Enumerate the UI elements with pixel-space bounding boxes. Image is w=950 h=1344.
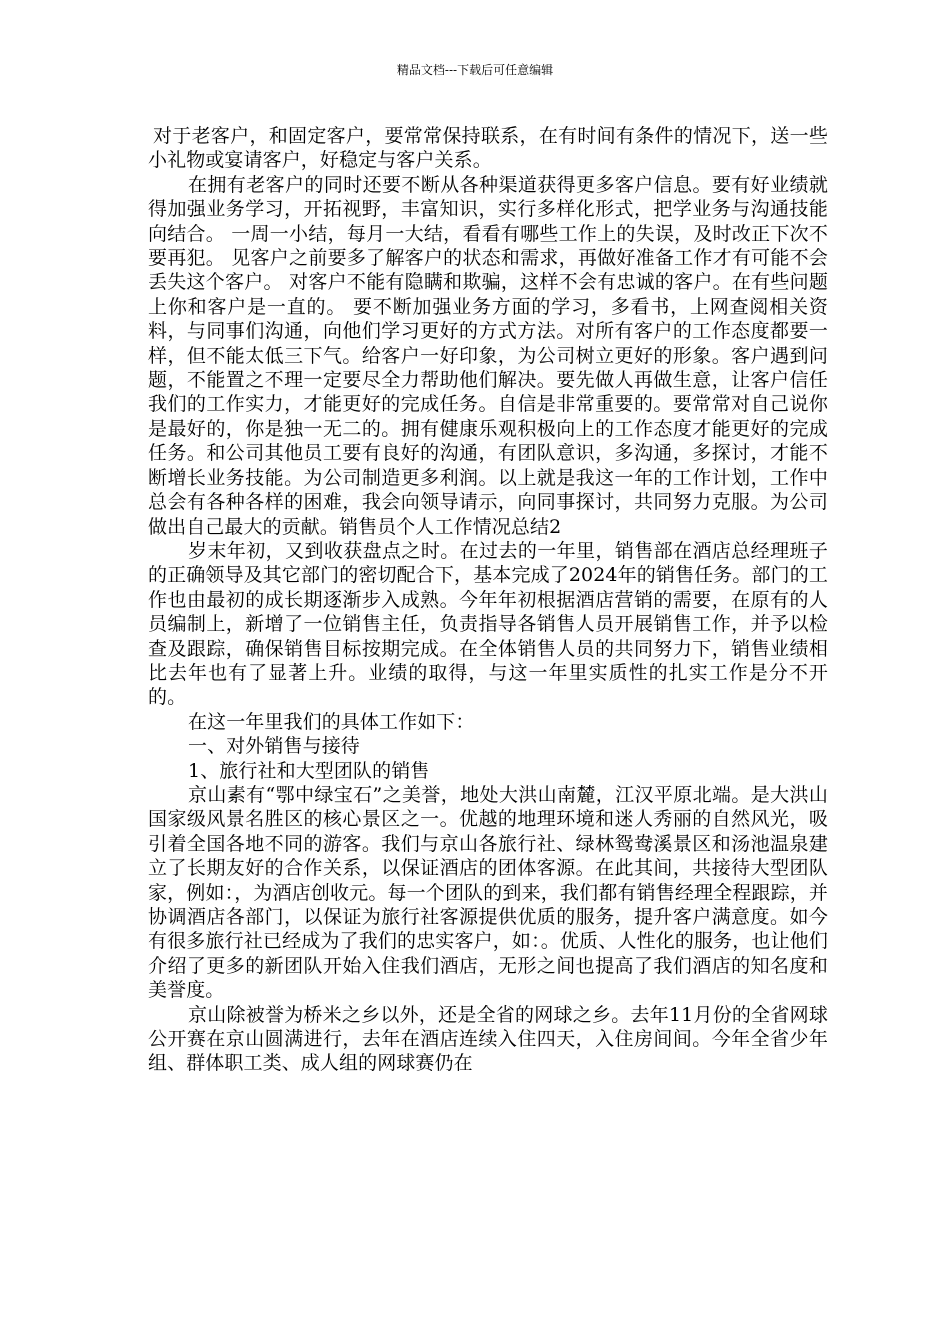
paragraph-work-intro: 在这一年里我们的具体工作如下： <box>188 710 475 733</box>
paragraph-tennis-hometown: 京山除被誉为桥米之乡以外，还是全省的网球之乡。去年11月份的全省网球公开赛在京山圆满进行，去年在酒店连续入住四天，入住房间间。今年全省少年组、群体职工类、成人组的网球赛仍在 <box>148 1003 828 1075</box>
paragraph-old-customers: 对于老客户，和固定客户，要常常保持联系，在有时间有条件的情况下，送一些小礼物或宴请客户，好稳定与客户关系。 <box>148 125 828 172</box>
section-heading-external-sales: 一、对外销售与接待 <box>188 735 360 758</box>
paragraph-new-customers: 在拥有老客户的同时还要不断从各种渠道获得更多客户信息。要有好业绩就得加强业务学习，开拓视野，丰富知识，实行多样化形式，把学业务与沟通技能向结合。 一周一小结，每月一大结，看看有哪些工作上的失误，及时改正下次不要再犯。 见客户之前要多了解客户的状态和需求，再做好准备工作才有可能不会丢失这个客户。 对客户不能有隐瞒和欺骗，这样不会有忠诚的客户。在有些问题上你和客户是一直的。 要不断加强业务方面的学习，多看书，上网查阅相关资料，与同事们沟通，向他们学习更好的方式方法。对所有客户的工作态度都要一样，但不能太低三下气。给客户一好印象，为公司树立更好的形象。客户遇到问题，不能置之不理一定要尽全力帮助他们解决。要先做人再做生意，让客户信任我们的工作实力，才能更好的完成任务。自信是非常重要的。要常常对自己说你是最好的，你是独一无二的。拥有健康乐观积极向上的工作态度才能更好的完成任务。和公司其他员工要有良好的沟通，有团队意识，多沟通，多探讨，才能不断增长业务技能。为公司制造更多利润。以上就是我这一年的工作计划，工作中总会有各种各样的困难，我会向领导请示，向同事探讨，共同努力克服。为公司做出自己最大的贡献。销售员个人工作情况总结2 <box>148 173 828 538</box>
page-header: 精品文档---下载后可任意编辑 <box>396 63 554 77</box>
paragraph-year-end-summary: 岁末年初，又到收获盘点之时。在过去的一年里，销售部在酒店总经理班子的正确领导及其它部门的密切配合下，基本完成了2024年的销售任务。部门的工作也由最初的成长期逐渐步入成熟。今年年初根据酒店营销的需要，在原有的人员编制上，新增了一位销售主任，负责指导各销售人员开展销售工作，并予以检查及跟踪，确保销售目标按期完成。在全体销售人员的共同努力下，销售业绩相比去年也有了显著上升。业绩的取得，与这一年里实质性的扎实工作是分不开的。 <box>148 539 828 709</box>
document-body <box>148 124 828 1076</box>
subsection-heading-travel-agency: 1、旅行社和大型团队的销售 <box>188 759 430 782</box>
paragraph-jingshan-tourism: 京山素有“鄂中绿宝石”之美誉，地处大洪山南麓，江汉平原北端。是大洪山国家级风景名胜区的核心景区之一。优越的地理环境和迷人秀丽的自然风光，吸引着全国各地不同的游客。我们与京山各旅行社、绿林鸳鸯溪景区和汤池温泉建立了长期友好的合作关系，以保证酒店的团体客源。在此其间，共接待大型团队家，例如：，为酒店创收元。每一个团队的到来，我们都有销售经理全程跟踪，并协调酒店各部门，以保证为旅行社客源提供优质的服务，提升客户满意度。如今有很多旅行社已经成为了我们的忠实客户，如：。优质、人性化的服务，也让他们介绍了更多的新团队开始入住我们酒店，无形之间也提高了我们酒店的知名度和美誉度。 <box>148 783 828 1002</box>
